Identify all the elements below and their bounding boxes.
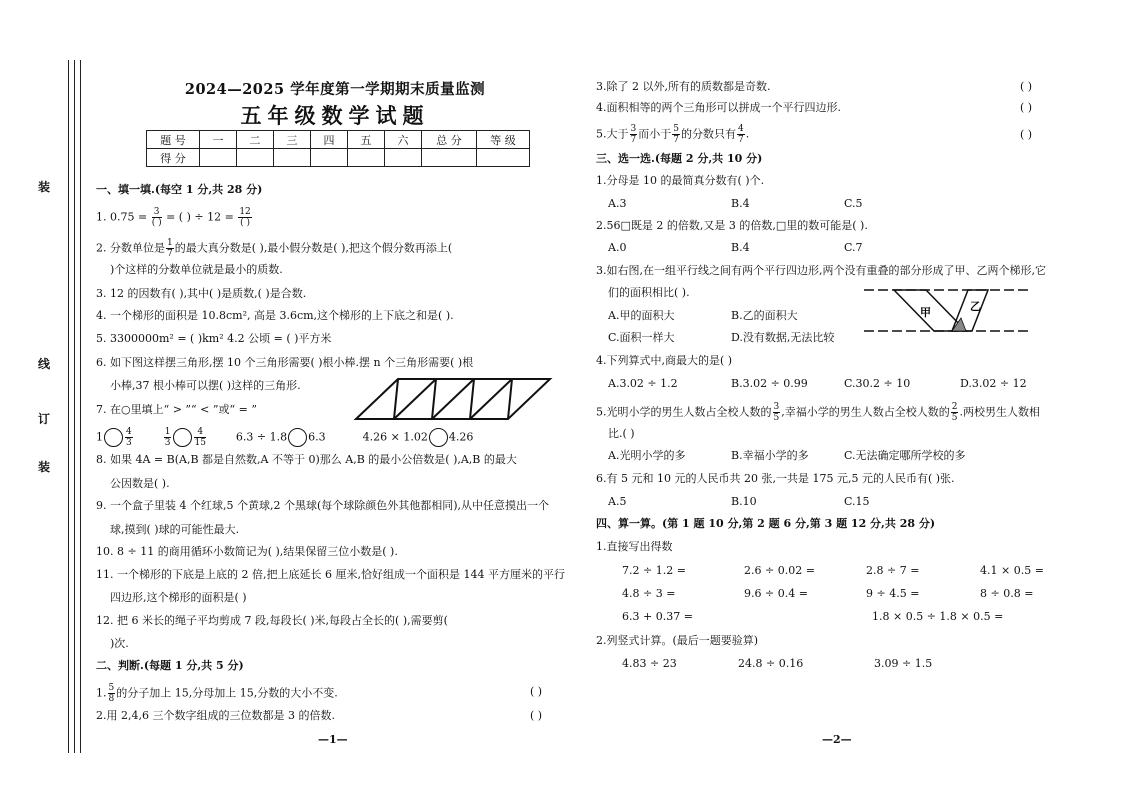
exam-title: 2024—2025 学年度第一学期期末质量监测 [184,81,486,98]
table-cell: 总 分 [422,131,477,149]
q7-fraction [194,427,205,448]
q7-expr: 4.26 × 1.02 [362,430,428,444]
q2-text: 2. 分数单位是 [96,241,165,255]
calc-item: 7.2 ÷ 1.2 = [622,564,686,577]
binding-char-ding: 订 [38,412,51,426]
calc-item: 2.6 ÷ 0.02 = [744,564,815,577]
option[interactable]: B.4 [731,241,750,254]
q1-text2: = ( ) ÷ 12 = [166,210,234,224]
binding-margin [0,0,90,793]
score-table [146,130,530,167]
frac-num: 5 [108,683,115,693]
table-cell: 二 [237,131,274,149]
calc-item: 9.6 ÷ 0.4 = [744,587,808,600]
binding-line [80,60,81,753]
option[interactable]: A.0 [608,241,627,254]
choice-5-cont: 比.( ) [608,427,635,440]
answer-paren[interactable]: ( ) [530,685,543,698]
frac-num: 2 [951,402,958,412]
option[interactable]: A.3.02 ÷ 1.2 [608,377,678,390]
q1-text: 1. 0.75 = [96,210,148,224]
page-number-2: —2— [822,733,852,746]
question-4: 4. 一个梯形的面积是 10.8cm², 高是 3.6cm,这个梯形的上下底之和是( ). [96,309,454,322]
binding-line [74,60,75,753]
frac-den: 8 [108,694,115,704]
option[interactable]: C.面积一样大 [608,331,675,344]
question-5: 5. 3300000m² = ( )km² 4.2 公顷 = ( )平方米 [96,332,332,345]
table-cell: 等 级 [477,131,530,149]
frac-num: 4 [737,124,744,134]
question-7-items [96,427,473,448]
table-cell: 三 [274,131,311,149]
question-6-cont: 小棒,37 根小棒可以摆( )这样的三角形. [110,379,301,392]
option[interactable]: C.无法确定哪所学校的多 [844,449,966,462]
question-8: 8. 如果 4A = B(A,B 都是自然数,A 不等于 0)那么 A,B 的最小公倍数是( ),A,B 的最大 [96,453,517,466]
j5-fraction [630,124,638,145]
score-cell [422,149,477,167]
answer-paren[interactable]: ( ) [530,709,543,722]
answer-paren[interactable]: ( ) [1020,80,1033,93]
q1-num2: 12 [239,207,251,217]
option[interactable]: D.3.02 ÷ 12 [960,377,1027,390]
calc-item: 4.1 × 0.5 = [980,564,1044,577]
choice-1: 1.分母是 10 的最简真分数有( )个. [596,174,765,187]
choice-2: 2.56□既是 2 的倍数,又是 3 的倍数,□里的数可能是( ). [596,219,868,232]
option[interactable]: C.15 [844,495,870,508]
calc-item: 8 ÷ 0.8 = [980,587,1034,600]
choice-3: 3.如右图,在一组平行线之间有两个平行四边形,两个没有重叠的部分形成了甲、乙两个梯形,它 [596,264,1046,277]
frac-den: 7 [673,135,679,145]
j5-text: . [745,127,750,141]
score-cell [274,149,311,167]
c5-text: ,幸福小学的男生人数占全校人数的 [781,405,950,419]
q1-den2: ( ) [240,218,250,228]
option[interactable]: D.没有数据,无法比较 [731,331,835,344]
j1-fraction [108,683,116,704]
section-1-heading: 一、填一填.(每空 1 分,共 28 分) [96,183,263,196]
answer-paren[interactable]: ( ) [1020,101,1033,114]
page-number-1: —1— [318,733,348,746]
triangles-figure [354,375,554,423]
score-cell [385,149,422,167]
j5-text: 的分数只有 [680,127,736,141]
c5-text: .两校男生人数相 [959,405,1040,419]
binding-char-zhuang-top: 装 [38,180,51,194]
question-12-cont: )次. [110,637,129,650]
compare-circle[interactable] [288,428,307,447]
frac-num: 1 [164,427,171,437]
frac-num: 4 [194,427,205,438]
option[interactable]: B.4 [731,197,750,210]
option[interactable]: C.7 [844,241,863,254]
q2-den: 7 [167,249,173,259]
j5-fraction [737,124,745,145]
section-2-heading: 二、判断.(每题 1 分,共 5 分) [96,659,244,672]
frac-num: 5 [673,124,679,134]
score-cell [477,149,530,167]
c5-fraction [951,402,959,423]
calc-item: 6.3 + 0.37 = [622,610,693,623]
option[interactable]: B.10 [731,495,757,508]
q1-den: ( ) [151,218,162,228]
judge-5 [596,124,749,145]
q7-value: 1 [96,430,103,444]
option[interactable]: A.光明小学的多 [608,449,686,462]
table-cell: 得 分 [147,149,200,167]
table-cell: 五 [348,131,385,149]
compare-circle[interactable] [104,428,123,447]
question-1 [96,207,253,228]
choice-6: 6.有 5 元和 10 元的人民币共 20 张,一共是 175 元,5 元的人民币有( )张. [596,472,955,485]
question-11: 11. 一个梯形的下底是上底的 2 倍,把上底延长 6 厘米,恰好组成一个面积是 144 平方厘米的平行 [96,568,565,581]
option[interactable]: C.30.2 ÷ 10 [844,377,911,390]
frac-den: 3 [164,438,171,448]
score-table-header-row [147,131,530,149]
calc-item: 1.8 × 0.5 ÷ 1.8 × 0.5 = [872,610,1004,623]
option[interactable]: B.3.02 ÷ 0.99 [731,377,808,390]
compare-circle[interactable] [429,428,448,447]
question-2-cont: )个这样的分数单位就是最小的质数. [110,263,283,276]
q7-value: 6.3 [308,430,326,444]
question-7: 7. 在○里填上“ > ”“ < ”或“ = ” [96,403,257,416]
option[interactable]: C.5 [844,197,863,210]
q7-expr: 6.3 ÷ 1.8 [235,430,288,444]
q2-text2: 的最大真分数是( ),最小假分数是( ),把这个假分数再添上( [174,241,453,255]
answer-paren[interactable]: ( ) [1020,128,1033,141]
frac-den: 7 [630,135,637,145]
section-4-1: 1.直接写出得数 [596,540,673,553]
j1-num: 1. [96,686,107,700]
binding-char-xian: 线 [38,357,51,371]
q1-num: 3 [152,207,162,218]
judge-3: 3.除了 2 以外,所有的质数都是奇数. [596,80,771,93]
table-cell: 一 [200,131,237,149]
option[interactable]: A.3 [608,197,627,210]
q7-fraction [125,427,133,448]
calc-item: 2.8 ÷ 7 = [866,564,920,577]
option[interactable]: B.乙的面积大 [731,309,798,322]
frac-num: 4 [126,427,132,437]
q7-value: 4.26 [448,430,474,444]
judge-4: 4.面积相等的两个三角形可以拼成一个平行四边形. [596,101,841,114]
question-11-cont: 四边形,这个梯形的面积是( ) [110,591,247,604]
table-cell: 四 [311,131,348,149]
q7-fraction [164,427,172,448]
j5-text: 而小于 [638,127,672,141]
frac-den: 5 [951,413,958,423]
frac-den: 5 [773,413,780,423]
label-jia: 甲 [920,306,931,319]
vertical-calc-item: 24.8 ÷ 0.16 [738,657,804,670]
frac-num: 3 [773,402,780,412]
option[interactable]: A.甲的面积大 [608,309,675,322]
vertical-calc-item: 4.83 ÷ 23 [622,657,677,670]
c5-text: 5.光明小学的男生人数占全校人数的 [596,405,772,419]
question-8-cont: 公因数是( ). [110,477,170,490]
q2-num: 1 [167,238,173,248]
q1-fraction [152,207,162,228]
judge-1 [96,683,338,704]
question-2 [96,238,452,259]
section-4-heading: 四、算一算。(第 1 题 10 分,第 2 题 6 分,第 3 题 12 分,共 28 分) [596,517,936,530]
score-cell [311,149,348,167]
exam-subtitle: 五年级数学试题 [240,103,430,128]
option[interactable]: A.5 [608,495,627,508]
parallelogram-figure [864,286,1032,336]
j1-text: 的分子加上 15,分母加上 15,分数的大小不变. [116,686,338,700]
question-3: 3. 12 的因数有( ),其中( )是质数,( )是合数. [96,287,307,300]
question-12: 12. 把 6 米长的绳子平均剪成 7 段,每段长( )米,每段占全长的( ),需要剪( [96,614,448,627]
section-3-heading: 三、选一选.(每题 2 分,共 10 分) [596,152,763,165]
label-yi: 乙 [970,300,981,313]
choice-5 [596,402,1040,423]
score-cell [348,149,385,167]
choice-4: 4.下列算式中,商最大的是( ) [596,354,733,367]
frac-den: 3 [126,438,132,448]
frac-den: 7 [737,135,744,145]
score-cell [237,149,274,167]
choice-3-cont: 们的面积相比( ). [608,286,690,299]
binding-line [68,60,69,753]
vertical-calc-item: 3.09 ÷ 1.5 [874,657,933,670]
binding-char-zhuang: 装 [38,460,51,474]
j5-text: 5.大于 [596,127,629,141]
calc-item: 4.8 ÷ 3 = [622,587,676,600]
j5-fraction [672,124,680,145]
left-page [96,78,574,128]
calc-item: 9 ÷ 4.5 = [866,587,920,600]
q2-fraction [166,238,174,259]
frac-num: 3 [630,124,637,134]
score-cell [200,149,237,167]
judge-2: 2.用 2,4,6 三个数字组成的三位数都是 3 的倍数. [96,709,335,722]
question-9-cont: 球,摸到( )球的可能性最大. [110,523,240,536]
c5-fraction [773,402,781,423]
table-cell: 题 号 [147,131,200,149]
score-table-score-row [147,149,530,167]
table-cell: 六 [385,131,422,149]
question-10: 10. 8 ÷ 11 的商用循环小数简记为( ),结果保留三位小数是( ). [96,545,398,558]
option[interactable]: B.幸福小学的多 [731,449,809,462]
section-4-2: 2.列竖式计算。(最后一题要验算) [596,634,759,647]
question-9: 9. 一个盒子里装 4 个红球,5 个黄球,2 个黑球(每个球除颜色外其他都相同),从中任意摸出一个 [96,499,550,512]
compare-circle[interactable] [173,428,192,447]
frac-den: 15 [194,438,206,448]
q1-fraction2 [238,207,251,228]
question-6: 6. 如下图这样摆三角形,摆 10 个三角形需要( )根小棒.摆 n 个三角形需要( )根 [96,356,474,369]
